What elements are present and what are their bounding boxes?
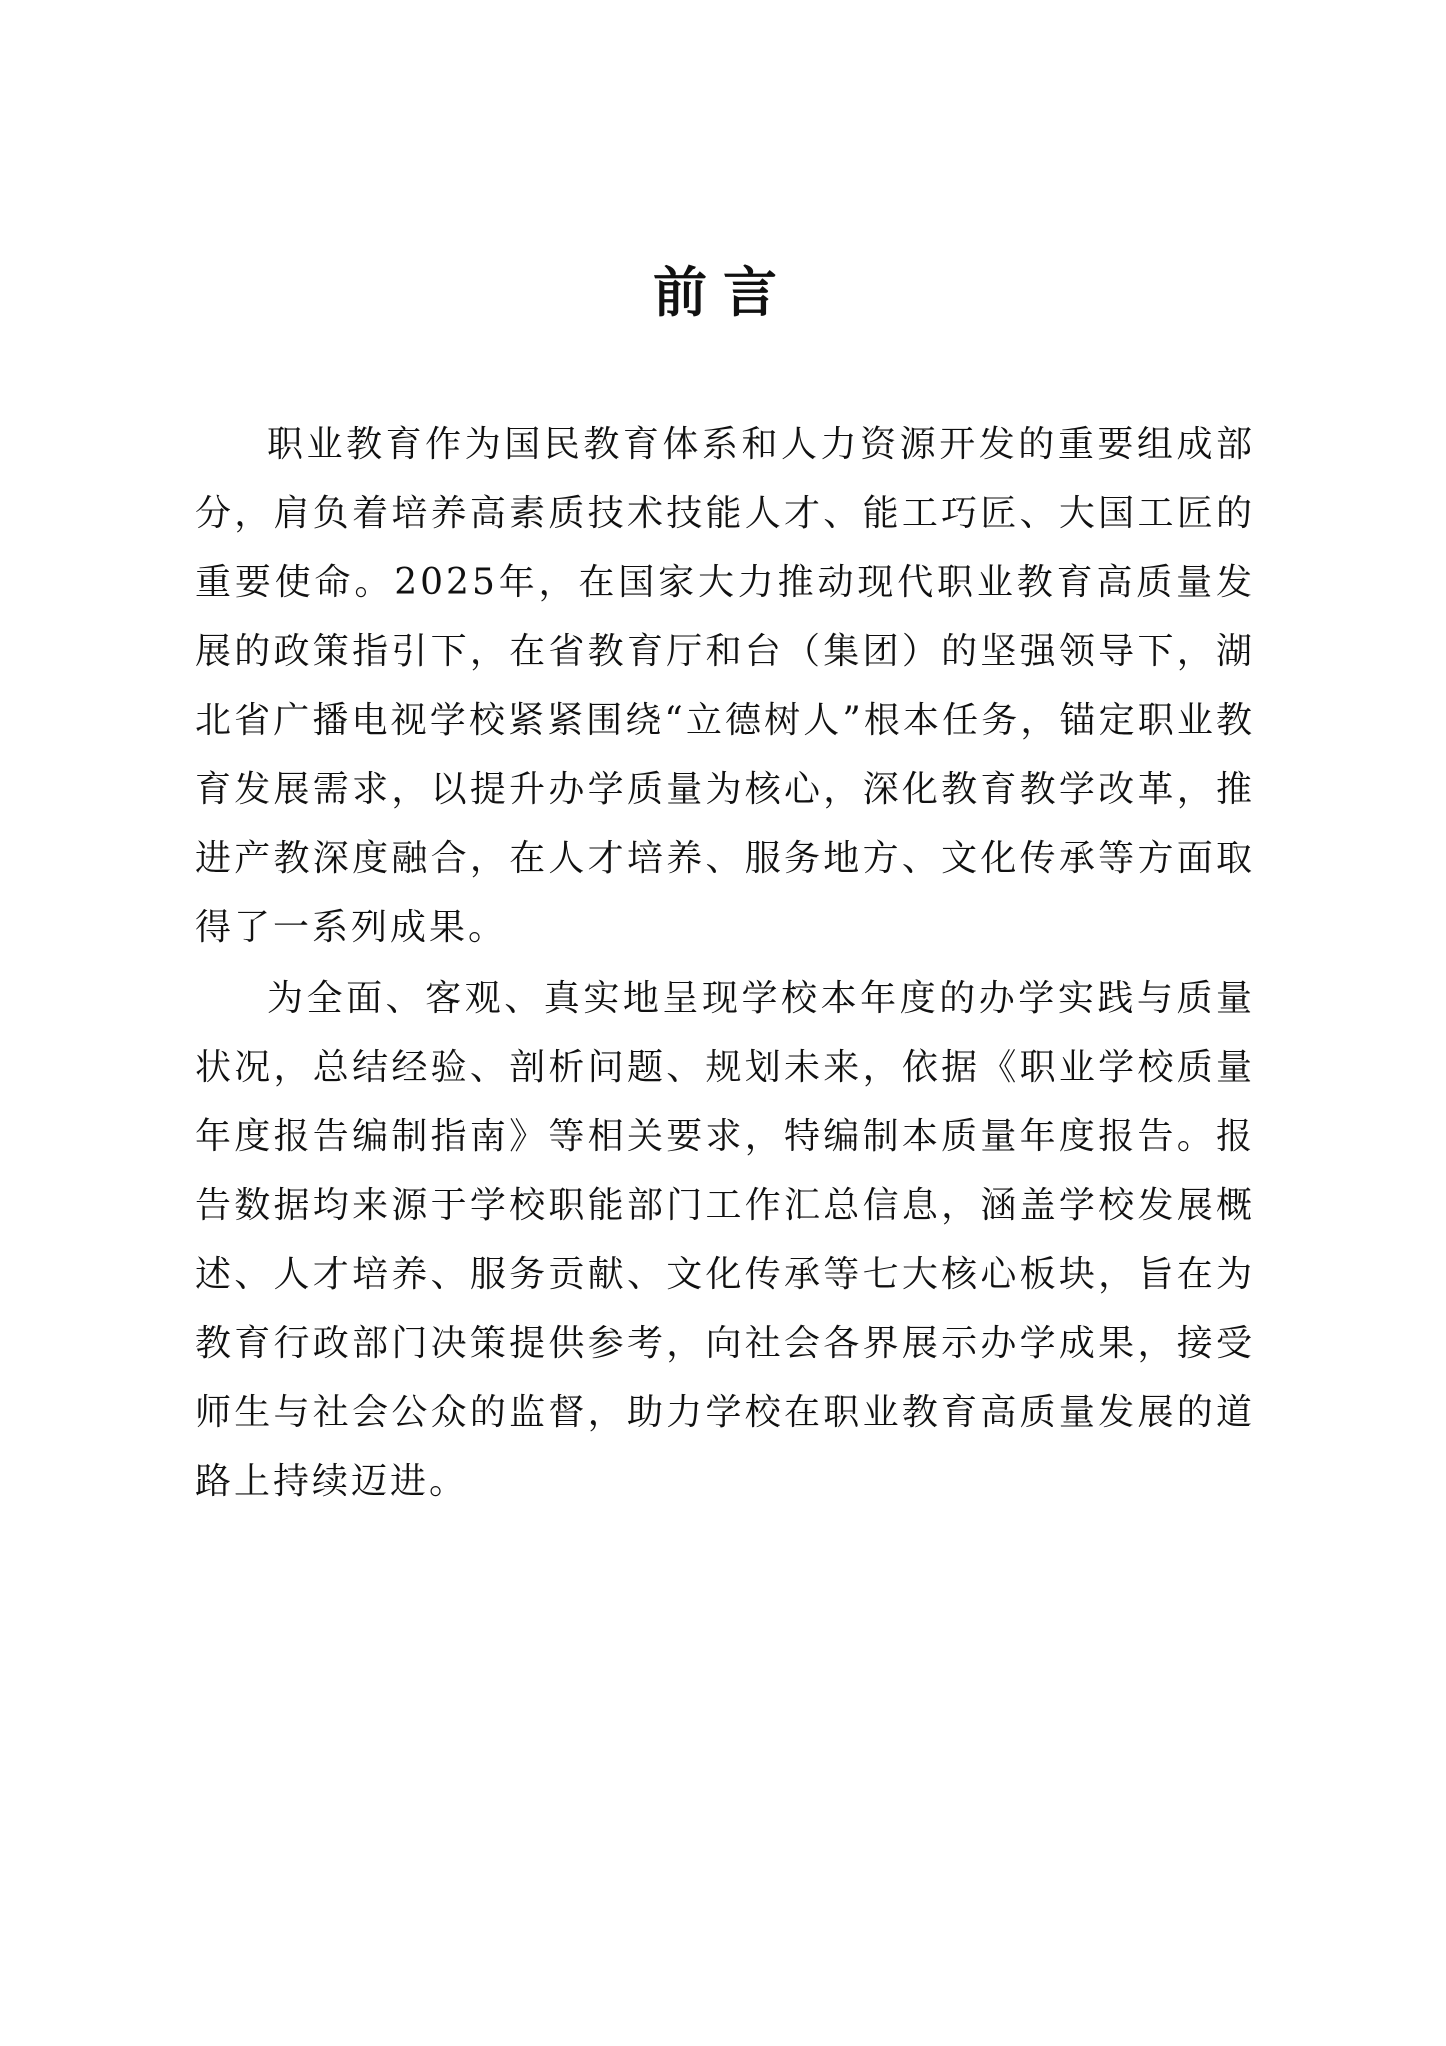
preface-body bbox=[195, 410, 1255, 1516]
paragraph-1: 职业教育作为国民教育体系和人力资源开发的重要组成部分，肩负着培养高素质技术技能人才、能工巧匠、大国工匠的重要使命。2025年，在国家大力推动现代职业教育高质量发展的政策指引下，在省教育厅和台（集团）的坚强领导下，湖北省广播电视学校紧紧围绕“立德树人”根本任务，锚定职业教育发展需求，以提升办学质量为核心，深化教育教学改革，推进产教深度融合，在人才培养、服务地方、文化传承等方面取得了一系列成果。 bbox=[195, 424, 1255, 948]
page-title: 前言 bbox=[653, 260, 793, 324]
paragraph-2: 为全面、客观、真实地呈现学校本年度的办学实践与质量状况，总结经验、剖析问题、规划未来，依据《职业学校质量年度报告编制指南》等相关要求，特编制本质量年度报告。报告数据均来源于学校职能部门工作汇总信息，涵盖学校发展概述、人才培养、服务贡献、文化传承等七大核心板块，旨在为教育行政部门决策提供参考，向社会各界展示办学成果，接受师生与社会公众的监督，助力学校在职业教育高质量发展的道路上持续迈进。 bbox=[195, 978, 1255, 1502]
